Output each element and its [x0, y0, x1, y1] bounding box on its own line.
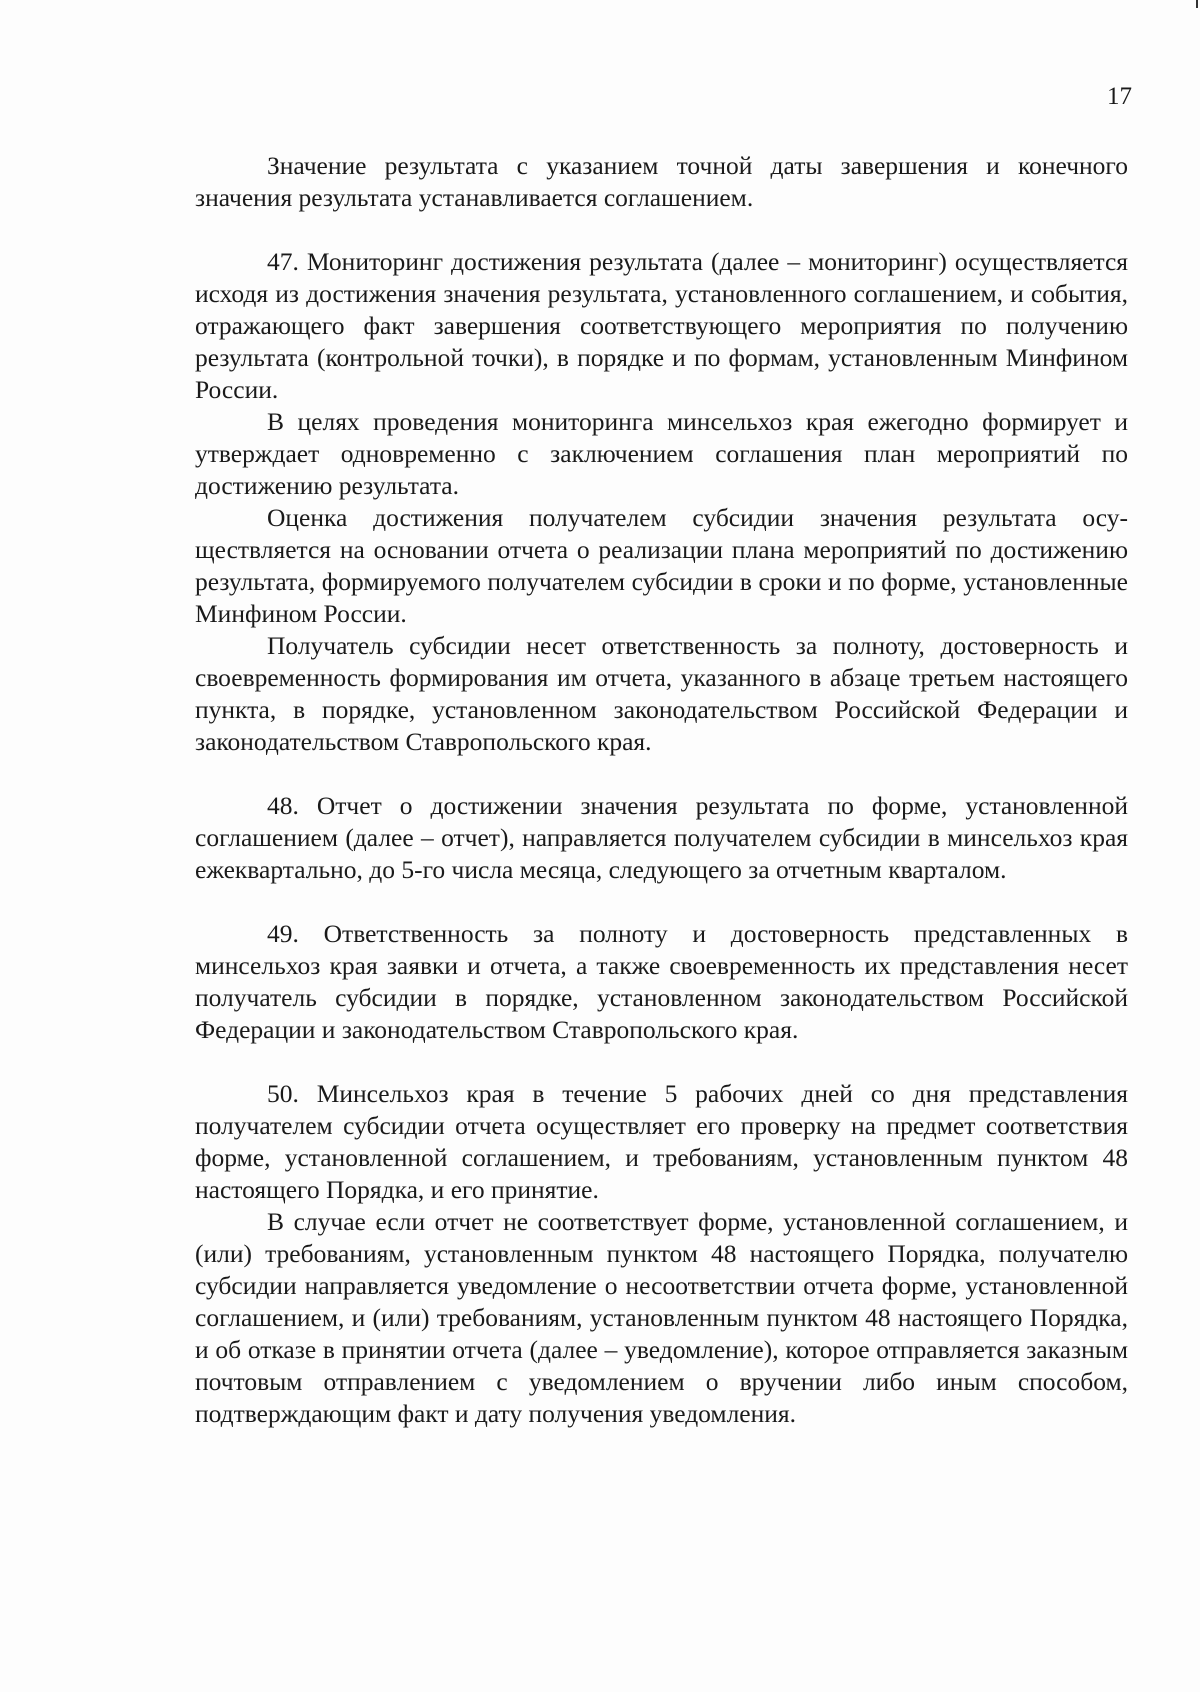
paragraph-49-responsibility: 49. Ответственность за полноту и достоверность представленных в минсельхоз края заявки и отчета, а также своевременность их представления несет получатель субсидии в порядке, установленном законодательством Российской Федерации и законодательством Ставропольского края. — [195, 919, 1128, 1044]
paragraph-47-plan: В целях проведения мониторинга минсельхоз края ежегодно формирует и утверждает одновременно с заключением соглашения план мероприятий по достижению результата. — [195, 407, 1128, 500]
paragraph-result-value: Значение результата с указанием точной даты завершения и конечного значения результата устанавливается соглашением. — [195, 151, 1128, 212]
document-body — [195, 150, 1128, 1430]
paragraph-50-rejection: В случае если отчет не соответствует форме, установленной соглашением, и (или) требованиям, установленным пунктом 48 настоящего Порядка, получателю субсидии направляется уведомление о несоответствии отчета форме, установленной соглашением, и (или) требованиям, установленным пунктом 48 настоящего Порядка, и об отказе в принятии отчета (далее – уведомление), которое отправляется заказным почтовым отправлением с уведомлением о вручении либо иным способом, подтверждающим факт и дату получения уведомления. — [195, 1207, 1128, 1428]
paragraph-47-assessment: Оценка достижения получателем субсидии значения результата осуществляется на основании отчета о реализации плана мероприятий по достижению результата, формируемого получателем субсидии в сроки и по форме, установленные Минфином России. — [195, 503, 1128, 628]
paragraph-48-report: 48. Отчет о достижении значения результата по форме, установленной соглашением (далее – отчет), направляется получателем субсидии в минсельхоз края ежеквартально, до 5-го числа месяца, следующего за отчетным кварталом. — [195, 791, 1128, 884]
paragraph-47-monitoring: 47. Мониторинг достижения результата (далее – мониторинг) осуществляется исходя из достижения значения результата, установленного соглашением, и события, отражающего факт завершения соответствующего мероприятия по получению результата (контрольной точки), в порядке и по формам, установленным Минфином России. — [195, 247, 1128, 404]
scan-edge-mark — [1196, 0, 1198, 8]
page-number: 17 — [1107, 83, 1132, 110]
paragraph-50-review: 50. Минсельхоз края в течение 5 рабочих дней со дня представления получателем субсидии отчета осуществляет его проверку на предмет соответствия форме, установленной соглашением, и требованиям, установленным пунктом 48 настоящего Порядка, и его принятие. — [195, 1079, 1128, 1204]
paragraph-47-responsibility: Получатель субсидии несет ответственность за полноту, достоверность и своевременность формирования им отчета, указанного в абзаце третьем настоящего пункта, в порядке, установленном законодательством Российской Федерации и законодательством Ставропольского края. — [195, 631, 1128, 756]
